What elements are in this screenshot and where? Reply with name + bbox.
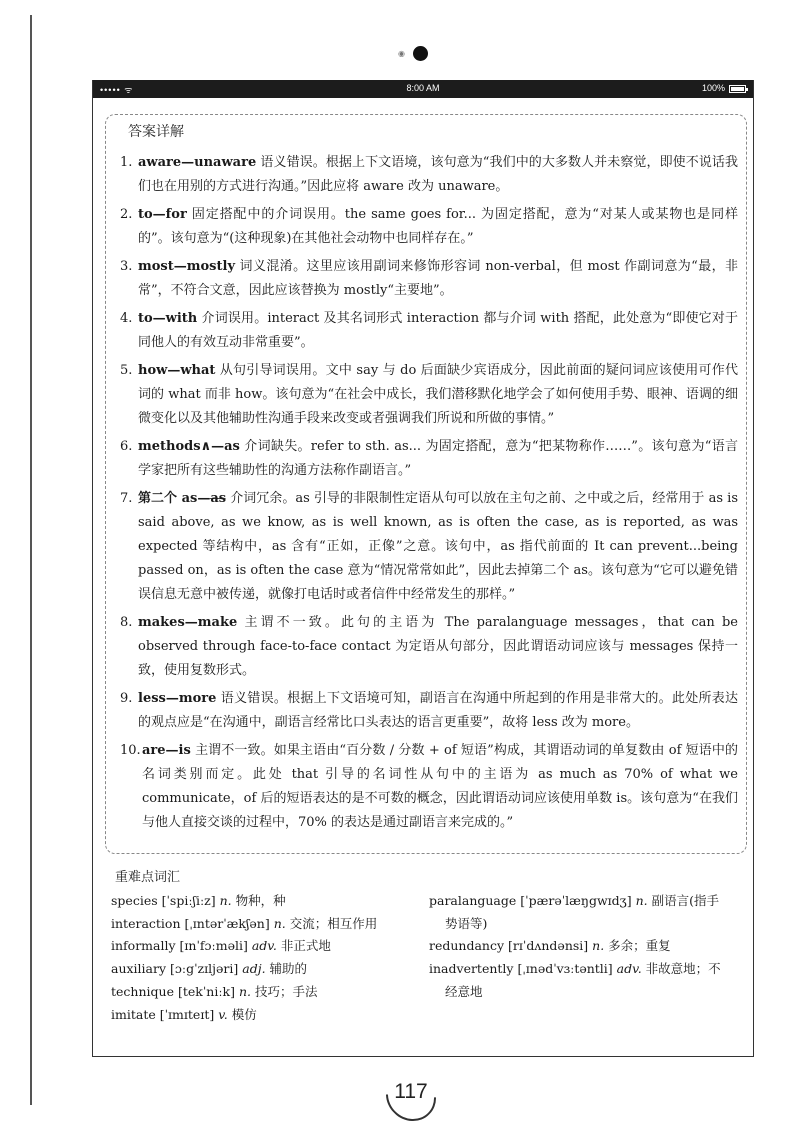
vocab-meaning: 物种，种: [235, 893, 286, 908]
answer-explanation: 从句引导词误用。文中 say 与 do 后面缺少宾语成分，因此前面的疑问词应该使用可作代词的 what 而非 how。该句意为“在社会中成长，我们潜移默化地学会了如何使用手势、眼神、语调的细微变化以及其他辅助性沟通手段来改变或者强调我们所说和所做的事情。”: [138, 363, 738, 426]
vocab-phonetic: [ˈpærəˈlæŋgwɪdʒ]: [520, 893, 632, 908]
vocab-meaning: 模仿: [231, 1006, 257, 1022]
vocab-phonetic: [tekˈniːk]: [177, 983, 235, 999]
vocab-word: interaction: [111, 915, 181, 931]
answer-explanation: 介词误用。interact 及其名词形式 interaction 都与介词 with 搭配，此处意为“即使它对于同他人的有效互动非常重要”。: [138, 311, 738, 350]
answer-item: [120, 435, 738, 483]
vocab-entry: [111, 958, 411, 981]
page-number-value: 117: [394, 1080, 428, 1103]
vocab-phonetic: [rɪˈdʌndənsi]: [508, 938, 589, 954]
answer-explanation: 语义错误。根据上下文语境可知，副语言在沟通中所起到的作用是非常大的。此处所表达的观点应是“在沟通中，副语言经常比口头表达的语言更重要”，故将 less 改为 more。: [138, 691, 738, 730]
vocab-pos: n.: [273, 915, 286, 931]
answer-explanation: 主谓不一致。此句的主语为 The paralanguage messages，that can be observed through face-to-face contact 为定语从句部分，因此谓语动词应该与 messages 保持一致，使用复数形式。: [138, 615, 738, 678]
vocab-pos: adv.: [616, 961, 642, 977]
battery-icon: [729, 85, 746, 93]
vocab-meaning: 辅助的: [269, 961, 308, 977]
answer-item: [120, 487, 738, 607]
signal-wifi-icon: ••••• ᯤ: [100, 85, 134, 95]
answer-key: how—what: [138, 363, 216, 378]
status-time: 8:00 AM: [406, 83, 440, 93]
vocab-pos: n.: [635, 893, 648, 908]
vocab-entry: [429, 935, 729, 958]
vocab-meaning: 多余；重复: [608, 938, 671, 954]
answer-item: [120, 307, 738, 355]
vocab-pos: n.: [592, 938, 605, 954]
vocab-entry: [429, 890, 729, 935]
small-dot-icon: ◉: [398, 49, 405, 58]
answer-key: to—for: [138, 207, 187, 222]
vocab-pos: n.: [219, 893, 232, 908]
answer-key: methods∧—as: [138, 439, 240, 454]
answer-item: [120, 739, 738, 835]
answer-explanation: 介词缺失。refer to sth. as... 为固定搭配，意为“把某物称作……”。该句意为“语言学家把所有这些辅助性的沟通方法称作副语言。”: [138, 439, 738, 478]
answer-key: to—with: [138, 311, 198, 326]
vocab-phonetic: [ɔːgˈzɪljəri]: [170, 961, 239, 977]
answer-key: aware—unaware: [138, 155, 257, 170]
answer-section: [105, 114, 747, 854]
battery-percentage: 100%: [701, 83, 725, 93]
status-bar: [93, 80, 753, 98]
answer-item: [120, 203, 738, 251]
vocab-phonetic: [ˌɪnədˈvɜːtəntli]: [517, 961, 613, 977]
answer-explanation: 主谓不一致。如果主语由“百分数 / 分数 + of 短语”构成，其谓语动词的单复数由 of 短语中的名词类别而定。此处 that 引导的名词性从句中的主语为 as much as 70% of what we communicate，of 后的短语表达的是不可数的概念，因此谓语动词应该使用单数 is。该句意为“在我们与他人直接交谈的过程中，70% 的表达是通过副语言来完成的。”: [142, 743, 738, 830]
answer-number: 3.: [120, 259, 133, 274]
vocab-word: imitate: [111, 1006, 156, 1022]
answer-item: [120, 687, 738, 735]
answer-number: 10.: [120, 743, 141, 758]
vocab-word: auxiliary: [111, 961, 167, 977]
vocab-meaning: 非故意地；不经意地: [445, 961, 721, 999]
vocab-column-right: [429, 890, 729, 1004]
answer-item: [120, 151, 738, 199]
top-ornament: [398, 46, 428, 61]
vocab-meaning: 技巧；手法: [255, 983, 318, 999]
answer-item: [120, 359, 738, 431]
vocab-word: informally: [111, 938, 176, 954]
answer-number: 6.: [120, 439, 133, 454]
answer-item: [120, 611, 738, 683]
vocab-meaning: 非正式地: [280, 938, 331, 954]
answer-number: 4.: [120, 311, 133, 326]
device-frame: [92, 80, 754, 1057]
vocab-phonetic: [ɪnˈfɔːməli]: [179, 938, 248, 954]
answer-explanation: 介词冗余。as 引导的非限制性定语从句可以放在主句之前、之中或之后，经常用于 as is said above, as we know, as is well known, as is often the case, as is reported, as was expected 等结构中，as 含有“正如，正像”之意。该句中，as 指代前面的 It can prevent...being passed on，as is often the case 意为“情况常常如此”，因此去掉第二个 as。该句意为“它可以避免错误信息无意中被传递，就像打电话时或者信件中经常发生的那样。”: [138, 491, 739, 602]
vocab-word: species: [111, 893, 158, 908]
vocab-meaning: 交流；相互作用: [289, 915, 378, 931]
vocab-meaning: 副语言(指手势语等): [445, 893, 719, 931]
vocab-entry: [111, 913, 411, 936]
answer-key: are—is: [142, 743, 191, 758]
answer-key: less—more: [138, 691, 217, 706]
vocab-word: paralanguage: [429, 893, 517, 908]
vocab-pos: v.: [218, 1006, 228, 1022]
vocab-column-left: [111, 890, 411, 1026]
answer-key: makes—make: [138, 615, 238, 630]
vocab-entry: [111, 981, 411, 1004]
answer-section-title: 答案详解: [128, 124, 184, 140]
vocab-pos: adv.: [251, 938, 277, 954]
answer-explanation: 语义错误。根据上下文语境，该句意为“我们中的大多数人并未察觉，即使不说话我们也在用别的方式进行沟通。”因此应将 aware 改为 unaware。: [138, 155, 738, 194]
vocab-pos: n.: [238, 983, 252, 999]
answer-list: [120, 151, 738, 839]
vocab-phonetic: [ˈɪmɪteɪt]: [159, 1006, 215, 1022]
vocab-entry: [429, 958, 729, 1003]
vocab-pos: adj.: [242, 961, 266, 977]
vocab-word: redundancy: [429, 938, 505, 954]
vocab-word: inadvertently: [429, 961, 514, 977]
answer-key: most—mostly: [138, 259, 235, 274]
answer-number: 2.: [120, 207, 133, 222]
page-number: [385, 1070, 437, 1120]
vocab-word: technique: [111, 983, 174, 999]
answer-number: 9.: [120, 691, 133, 706]
vocab-phonetic: [ˌɪntərˈækʃən]: [184, 915, 270, 931]
vocab-section-title: 重难点词汇: [115, 870, 181, 885]
answer-explanation: 词义混淆。这里应该用副词来修饰形容词 non-verbal，但 most 作副词意为“最，非常”，不符合文意，因此应该替换为 mostly“主要地”。: [138, 259, 738, 298]
vocab-phonetic: [ˈspiːʃiːz]: [161, 893, 216, 908]
answer-number: 1.: [120, 155, 133, 170]
page-left-rule: [30, 15, 32, 1105]
vocab-entry: [111, 1004, 411, 1027]
answer-number: 7.: [120, 491, 133, 506]
answer-item: [120, 255, 738, 303]
answer-number: 8.: [120, 615, 133, 630]
answer-number: 5.: [120, 363, 133, 378]
answer-key: 第二个 as—a̶s̶: [138, 491, 227, 506]
vocab-entry: [111, 935, 411, 958]
answer-explanation: 固定搭配中的介词误用。the same goes for... 为固定搭配，意为“对某人或某物也是同样的”。该句意为“(这种现象)在其他社会动物中也同样存在。”: [138, 207, 738, 246]
large-dot-icon: [413, 46, 428, 61]
vocab-entry: [111, 890, 411, 913]
